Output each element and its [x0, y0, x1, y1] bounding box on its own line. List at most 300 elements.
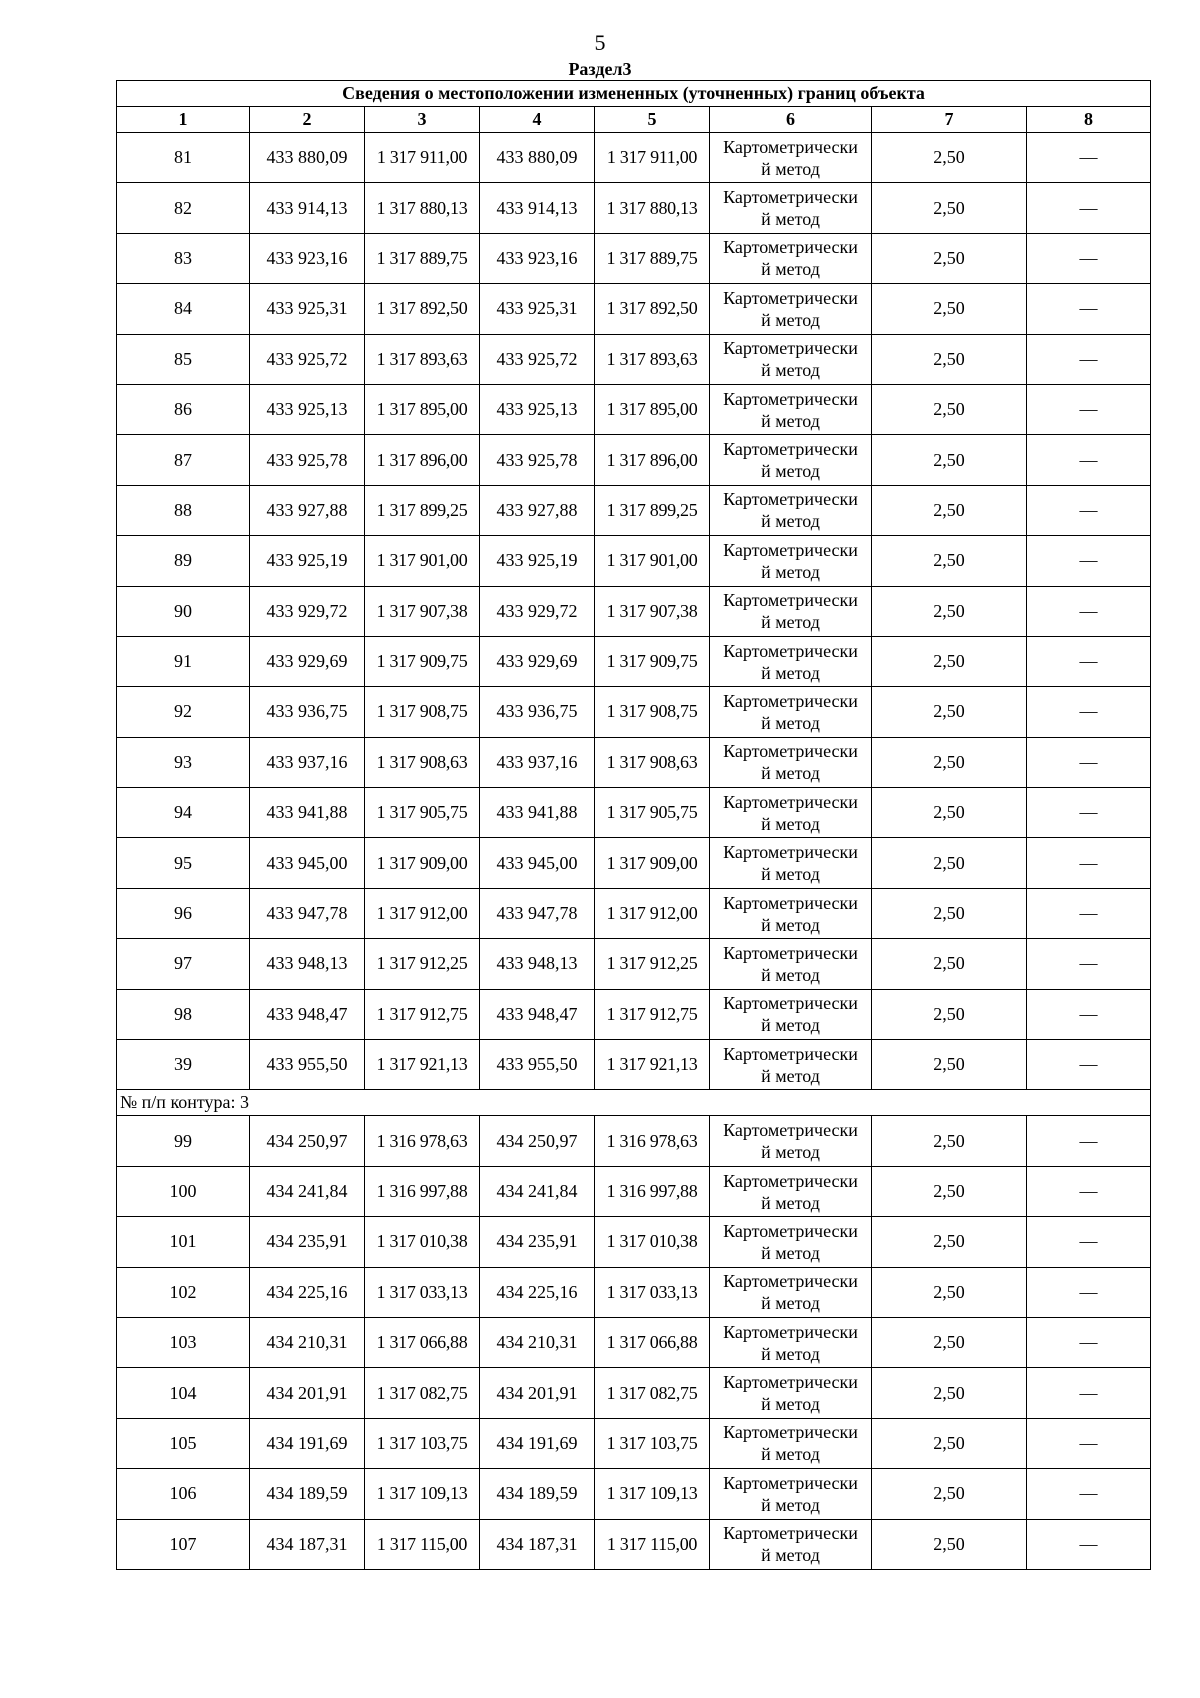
x-refined: 433 925,19: [480, 536, 595, 586]
point-number: 84: [117, 284, 250, 334]
precision: 2,50: [872, 1267, 1027, 1317]
method-line: й метод: [761, 1394, 820, 1415]
description-dash: —: [1027, 989, 1151, 1039]
method-line: Картометрически: [723, 1523, 858, 1544]
method-line: Картометрически: [723, 1422, 858, 1443]
precision: 2,50: [872, 788, 1027, 838]
description-dash: —: [1027, 284, 1151, 334]
point-number: 103: [117, 1317, 250, 1367]
column-number: 2: [250, 107, 365, 133]
y-existing: 1 317 901,00: [365, 536, 480, 586]
x-refined: 433 929,72: [480, 586, 595, 636]
x-refined: 433 925,78: [480, 435, 595, 485]
description-dash: —: [1027, 888, 1151, 938]
method-cell: [710, 183, 872, 233]
column-number: 7: [872, 107, 1027, 133]
y-refined: 1 317 908,75: [595, 687, 710, 737]
precision: 2,50: [872, 1469, 1027, 1519]
point-number: 82: [117, 183, 250, 233]
y-existing: 1 317 893,63: [365, 334, 480, 384]
y-existing: 1 317 896,00: [365, 435, 480, 485]
x-existing: 434 191,69: [250, 1418, 365, 1468]
y-refined: 1 317 912,25: [595, 939, 710, 989]
y-refined: 1 317 909,75: [595, 636, 710, 686]
table-row: [117, 838, 1151, 888]
x-existing: 433 955,50: [250, 1040, 365, 1090]
method-line: й метод: [761, 1142, 820, 1163]
method-line: й метод: [761, 511, 820, 532]
description-dash: —: [1027, 636, 1151, 686]
column-number: 4: [480, 107, 595, 133]
y-existing: 1 317 115,00: [365, 1519, 480, 1569]
x-existing: 434 225,16: [250, 1267, 365, 1317]
y-existing: 1 317 905,75: [365, 788, 480, 838]
point-number: 106: [117, 1469, 250, 1519]
method-line: й метод: [761, 1192, 820, 1213]
x-existing: 433 923,16: [250, 233, 365, 283]
description-dash: —: [1027, 536, 1151, 586]
method-cell: [710, 737, 872, 787]
y-refined: 1 317 899,25: [595, 485, 710, 535]
method-line: й метод: [761, 662, 820, 683]
method-line: Картометрически: [723, 842, 858, 863]
y-refined: 1 317 889,75: [595, 233, 710, 283]
table-row: [117, 485, 1151, 535]
table-row: [117, 1116, 1151, 1166]
y-existing: 1 317 908,75: [365, 687, 480, 737]
point-number: 100: [117, 1166, 250, 1216]
y-refined: 1 317 908,63: [595, 737, 710, 787]
x-refined: 433 948,13: [480, 939, 595, 989]
x-existing: 434 235,91: [250, 1217, 365, 1267]
table-row: [117, 384, 1151, 434]
x-existing: 433 945,00: [250, 838, 365, 888]
method-line: Картометрически: [723, 489, 858, 510]
precision: 2,50: [872, 838, 1027, 888]
table-row: [117, 737, 1151, 787]
table-row: [117, 989, 1151, 1039]
x-existing: 433 925,19: [250, 536, 365, 586]
method-line: Картометрически: [723, 640, 858, 661]
description-dash: —: [1027, 435, 1151, 485]
method-line: Картометрически: [723, 539, 858, 560]
y-existing: 1 317 912,25: [365, 939, 480, 989]
y-existing: 1 317 066,88: [365, 1317, 480, 1367]
method-line: й метод: [761, 561, 820, 582]
method-cell: [710, 687, 872, 737]
x-existing: 433 925,31: [250, 284, 365, 334]
y-refined: 1 317 905,75: [595, 788, 710, 838]
x-refined: 434 201,91: [480, 1368, 595, 1418]
precision: 2,50: [872, 284, 1027, 334]
description-dash: —: [1027, 384, 1151, 434]
description-dash: —: [1027, 133, 1151, 183]
method-line: Картометрически: [723, 287, 858, 308]
precision: 2,50: [872, 687, 1027, 737]
table-row: [117, 788, 1151, 838]
precision: 2,50: [872, 334, 1027, 384]
point-number: 81: [117, 133, 250, 183]
x-existing: 433 925,13: [250, 384, 365, 434]
method-cell: [710, 1217, 872, 1267]
column-number: 5: [595, 107, 710, 133]
x-refined: 433 955,50: [480, 1040, 595, 1090]
y-existing: 1 317 909,75: [365, 636, 480, 686]
point-number: 93: [117, 737, 250, 787]
precision: 2,50: [872, 1040, 1027, 1090]
method-line: й метод: [761, 1015, 820, 1036]
x-refined: 433 914,13: [480, 183, 595, 233]
method-line: й метод: [761, 410, 820, 431]
x-refined: 433 880,09: [480, 133, 595, 183]
x-refined: 433 937,16: [480, 737, 595, 787]
y-existing: 1 317 908,63: [365, 737, 480, 787]
point-number: 97: [117, 939, 250, 989]
description-dash: —: [1027, 737, 1151, 787]
method-cell: [710, 1519, 872, 1569]
y-existing: 1 317 899,25: [365, 485, 480, 535]
point-number: 94: [117, 788, 250, 838]
y-refined: 1 317 907,38: [595, 586, 710, 636]
description-dash: —: [1027, 1116, 1151, 1166]
y-refined: 1 317 115,00: [595, 1519, 710, 1569]
x-refined: 434 191,69: [480, 1418, 595, 1468]
y-existing: 1 317 921,13: [365, 1040, 480, 1090]
description-dash: —: [1027, 788, 1151, 838]
precision: 2,50: [872, 989, 1027, 1039]
y-refined: 1 317 082,75: [595, 1368, 710, 1418]
method-cell: [710, 1469, 872, 1519]
y-existing: 1 317 889,75: [365, 233, 480, 283]
method-line: Картометрически: [723, 690, 858, 711]
description-dash: —: [1027, 1418, 1151, 1468]
point-number: 86: [117, 384, 250, 434]
x-refined: 433 923,16: [480, 233, 595, 283]
table-row: [117, 133, 1151, 183]
y-refined: 1 317 895,00: [595, 384, 710, 434]
y-existing: 1 317 880,13: [365, 183, 480, 233]
y-refined: 1 317 066,88: [595, 1317, 710, 1367]
description-dash: —: [1027, 1217, 1151, 1267]
x-existing: 434 189,59: [250, 1469, 365, 1519]
point-number: 98: [117, 989, 250, 1039]
table-row: [117, 1166, 1151, 1216]
method-line: Картометрически: [723, 993, 858, 1014]
method-cell: [710, 1166, 872, 1216]
x-existing: 434 187,31: [250, 1519, 365, 1569]
method-line: Картометрически: [723, 791, 858, 812]
x-existing: 433 948,13: [250, 939, 365, 989]
method-line: й метод: [761, 158, 820, 179]
table-row: [117, 183, 1151, 233]
method-line: й метод: [761, 209, 820, 230]
description-dash: —: [1027, 586, 1151, 636]
method-cell: [710, 586, 872, 636]
method-line: Картометрически: [723, 741, 858, 762]
point-number: 89: [117, 536, 250, 586]
description-dash: —: [1027, 485, 1151, 535]
method-cell: [710, 1267, 872, 1317]
x-existing: 434 201,91: [250, 1368, 365, 1418]
column-number: 1: [117, 107, 250, 133]
column-number-row: [117, 107, 1151, 133]
x-refined: 433 927,88: [480, 485, 595, 535]
point-number: 88: [117, 485, 250, 535]
description-dash: —: [1027, 1166, 1151, 1216]
coordinates-table: [116, 80, 1151, 1570]
method-line: й метод: [761, 1343, 820, 1364]
method-cell: [710, 1418, 872, 1468]
method-line: й метод: [761, 964, 820, 985]
method-cell: [710, 838, 872, 888]
y-refined: 1 317 912,75: [595, 989, 710, 1039]
y-existing: 1 317 912,00: [365, 888, 480, 938]
point-number: 105: [117, 1418, 250, 1468]
column-number: 3: [365, 107, 480, 133]
y-refined: 1 317 893,63: [595, 334, 710, 384]
x-refined: 433 945,00: [480, 838, 595, 888]
precision: 2,50: [872, 435, 1027, 485]
method-line: Картометрически: [723, 1170, 858, 1191]
y-refined: 1 317 892,50: [595, 284, 710, 334]
y-refined: 1 317 911,00: [595, 133, 710, 183]
method-line: Картометрически: [723, 1220, 858, 1241]
precision: 2,50: [872, 888, 1027, 938]
precision: 2,50: [872, 133, 1027, 183]
method-line: й метод: [761, 864, 820, 885]
column-number: 6: [710, 107, 872, 133]
method-line: Картометрически: [723, 1120, 858, 1141]
method-line: й метод: [761, 309, 820, 330]
y-existing: 1 317 912,75: [365, 989, 480, 1039]
y-existing: 1 317 109,13: [365, 1469, 480, 1519]
section-title: Раздел3: [568, 59, 632, 79]
precision: 2,50: [872, 183, 1027, 233]
x-existing: 433 925,72: [250, 334, 365, 384]
x-refined: 433 941,88: [480, 788, 595, 838]
table-row: [117, 586, 1151, 636]
x-refined: 433 925,13: [480, 384, 595, 434]
precision: 2,50: [872, 1368, 1027, 1418]
description-dash: —: [1027, 1317, 1151, 1367]
x-refined: 433 947,78: [480, 888, 595, 938]
table-row: [117, 939, 1151, 989]
x-existing: 434 210,31: [250, 1317, 365, 1367]
point-number: 90: [117, 586, 250, 636]
method-line: й метод: [761, 360, 820, 381]
method-cell: [710, 536, 872, 586]
method-line: Картометрически: [723, 187, 858, 208]
description-dash: —: [1027, 334, 1151, 384]
x-existing: 433 925,78: [250, 435, 365, 485]
y-refined: 1 317 901,00: [595, 536, 710, 586]
method-cell: [710, 1368, 872, 1418]
precision: 2,50: [872, 1217, 1027, 1267]
method-line: й метод: [761, 813, 820, 834]
point-number: 92: [117, 687, 250, 737]
method-cell: [710, 435, 872, 485]
method-line: й метод: [761, 763, 820, 784]
point-number: 39: [117, 1040, 250, 1090]
method-cell: [710, 233, 872, 283]
precision: 2,50: [872, 1116, 1027, 1166]
table-row: [117, 888, 1151, 938]
method-cell: [710, 1040, 872, 1090]
point-number: 107: [117, 1519, 250, 1569]
y-refined: 1 317 909,00: [595, 838, 710, 888]
method-line: Картометрически: [723, 1321, 858, 1342]
point-number: 85: [117, 334, 250, 384]
method-line: й метод: [761, 712, 820, 733]
y-existing: 1 317 911,00: [365, 133, 480, 183]
x-refined: 433 936,75: [480, 687, 595, 737]
method-line: Картометрически: [723, 942, 858, 963]
method-line: Картометрически: [723, 388, 858, 409]
y-existing: 1 317 907,38: [365, 586, 480, 636]
table-caption: Сведения о местоположении измененных (уточненных) границ объекта: [117, 81, 1151, 107]
precision: 2,50: [872, 233, 1027, 283]
y-refined: 1 317 896,00: [595, 435, 710, 485]
method-cell: [710, 334, 872, 384]
x-existing: 433 941,88: [250, 788, 365, 838]
y-existing: 1 316 997,88: [365, 1166, 480, 1216]
x-refined: 434 241,84: [480, 1166, 595, 1216]
x-existing: 433 929,72: [250, 586, 365, 636]
point-number: 104: [117, 1368, 250, 1418]
precision: 2,50: [872, 636, 1027, 686]
method-line: Картометрически: [723, 1271, 858, 1292]
table-row: [117, 435, 1151, 485]
method-line: й метод: [761, 1494, 820, 1515]
precision: 2,50: [872, 1317, 1027, 1367]
description-dash: —: [1027, 183, 1151, 233]
table-row: [117, 1040, 1151, 1090]
x-refined: 433 948,47: [480, 989, 595, 1039]
method-cell: [710, 284, 872, 334]
table-body: [117, 81, 1151, 1570]
table-row: [117, 687, 1151, 737]
y-existing: 1 317 103,75: [365, 1418, 480, 1468]
precision: 2,50: [872, 939, 1027, 989]
x-existing: 433 880,09: [250, 133, 365, 183]
x-existing: 434 250,97: [250, 1116, 365, 1166]
y-existing: 1 317 033,13: [365, 1267, 480, 1317]
precision: 2,50: [872, 586, 1027, 636]
description-dash: —: [1027, 1040, 1151, 1090]
method-cell: [710, 485, 872, 535]
table-row: [117, 233, 1151, 283]
description-dash: —: [1027, 939, 1151, 989]
method-line: Картометрически: [723, 1372, 858, 1393]
table-row: [117, 536, 1151, 586]
method-line: й метод: [761, 259, 820, 280]
table-row: [117, 636, 1151, 686]
x-refined: 433 925,72: [480, 334, 595, 384]
x-refined: 434 189,59: [480, 1469, 595, 1519]
table-row: [117, 1469, 1151, 1519]
point-number: 95: [117, 838, 250, 888]
y-refined: 1 316 997,88: [595, 1166, 710, 1216]
method-line: й метод: [761, 1242, 820, 1263]
point-number: 91: [117, 636, 250, 686]
method-cell: [710, 384, 872, 434]
description-dash: —: [1027, 1267, 1151, 1317]
x-existing: 433 927,88: [250, 485, 365, 535]
method-line: й метод: [761, 612, 820, 633]
y-refined: 1 317 103,75: [595, 1418, 710, 1468]
y-refined: 1 317 921,13: [595, 1040, 710, 1090]
method-line: й метод: [761, 1065, 820, 1086]
x-existing: 433 937,16: [250, 737, 365, 787]
method-line: Картометрически: [723, 892, 858, 913]
method-line: Картометрически: [723, 237, 858, 258]
description-dash: —: [1027, 838, 1151, 888]
table-row: [117, 1217, 1151, 1267]
x-refined: 433 929,69: [480, 636, 595, 686]
method-line: й метод: [761, 914, 820, 935]
y-refined: 1 317 880,13: [595, 183, 710, 233]
method-cell: [710, 1116, 872, 1166]
x-refined: 434 210,31: [480, 1317, 595, 1367]
x-existing: 433 936,75: [250, 687, 365, 737]
x-existing: 434 241,84: [250, 1166, 365, 1216]
table-caption-row: [117, 81, 1151, 107]
y-refined: 1 317 912,00: [595, 888, 710, 938]
description-dash: —: [1027, 1519, 1151, 1569]
description-dash: —: [1027, 1368, 1151, 1418]
table-row: [117, 1519, 1151, 1569]
method-line: й метод: [761, 1545, 820, 1566]
x-refined: 433 925,31: [480, 284, 595, 334]
x-existing: 433 947,78: [250, 888, 365, 938]
precision: 2,50: [872, 536, 1027, 586]
x-refined: 434 225,16: [480, 1267, 595, 1317]
table-row: [117, 334, 1151, 384]
method-cell: [710, 989, 872, 1039]
method-line: й метод: [761, 1444, 820, 1465]
point-number: 99: [117, 1116, 250, 1166]
precision: 2,50: [872, 485, 1027, 535]
table-row: [117, 1368, 1151, 1418]
description-dash: —: [1027, 1469, 1151, 1519]
method-line: й метод: [761, 1293, 820, 1314]
description-dash: —: [1027, 233, 1151, 283]
y-existing: 1 317 892,50: [365, 284, 480, 334]
table-row: [117, 1418, 1151, 1468]
y-existing: 1 317 010,38: [365, 1217, 480, 1267]
method-cell: [710, 888, 872, 938]
method-line: й метод: [761, 461, 820, 482]
point-number: 87: [117, 435, 250, 485]
page-number: 5: [594, 30, 606, 55]
x-existing: 433 914,13: [250, 183, 365, 233]
method-line: Картометрически: [723, 136, 858, 157]
contour-row: [117, 1090, 1151, 1116]
method-line: Картометрически: [723, 590, 858, 611]
method-line: Картометрически: [723, 338, 858, 359]
table-row: [117, 1317, 1151, 1367]
column-number: 8: [1027, 107, 1151, 133]
x-refined: 434 235,91: [480, 1217, 595, 1267]
y-existing: 1 317 909,00: [365, 838, 480, 888]
precision: 2,50: [872, 1166, 1027, 1216]
point-number: 102: [117, 1267, 250, 1317]
precision: 2,50: [872, 1519, 1027, 1569]
x-existing: 433 948,47: [250, 989, 365, 1039]
y-existing: 1 316 978,63: [365, 1116, 480, 1166]
precision: 2,50: [872, 384, 1027, 434]
point-number: 83: [117, 233, 250, 283]
